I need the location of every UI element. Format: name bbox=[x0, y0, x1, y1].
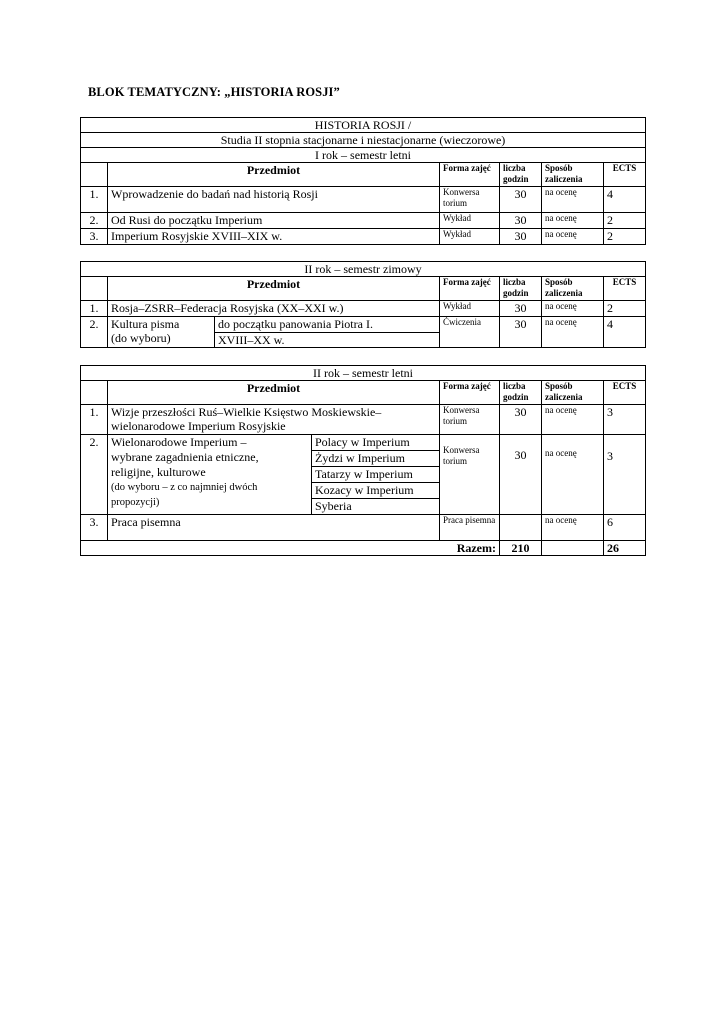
header-form: Forma zajęć bbox=[440, 381, 500, 405]
table-row bbox=[81, 187, 646, 213]
document-heading: BLOK TEMATYCZNY: „HISTORIA ROSJI” bbox=[88, 85, 340, 99]
header-hours: liczba godzin bbox=[500, 163, 542, 187]
table-row bbox=[81, 317, 646, 333]
semester-label: II rok – semestr zimowy bbox=[81, 262, 646, 277]
row-subject: Rosja–ZSRR–Federacja Rosyjska (XX–XXI w.) bbox=[108, 301, 440, 317]
semester-label: I rok – semestr letni bbox=[81, 148, 646, 163]
header-credit: Sposób zaliczenia bbox=[542, 381, 604, 405]
row-form: Wykład bbox=[440, 229, 500, 245]
table-year2-summer bbox=[80, 365, 646, 556]
row-subject bbox=[108, 405, 440, 435]
subject-line: wybrane zagadnienia etniczne, bbox=[111, 450, 259, 464]
subject-line: Wizje przeszłości Ruś–Wielkie Księstwo Moskiewskie– bbox=[111, 405, 382, 419]
row-subject: Imperium Rosyjskie XVIII–XIX w. bbox=[108, 229, 440, 245]
row-number: 2. bbox=[81, 435, 108, 515]
option-item: Polacy w Imperium bbox=[312, 435, 439, 451]
header-number bbox=[81, 277, 108, 301]
header-ects: ECTS bbox=[604, 381, 646, 405]
total-row bbox=[81, 541, 646, 556]
row-ects: 2 bbox=[604, 213, 646, 229]
header-subject: Przedmiot bbox=[108, 277, 440, 301]
row-subject: Wprowadzenie do badań nad historią Rosji bbox=[108, 187, 440, 213]
row-credit: na ocenę bbox=[542, 187, 604, 213]
table-row bbox=[81, 435, 646, 515]
row-form: Konwersa torium bbox=[440, 435, 500, 515]
table-year2-winter bbox=[80, 261, 646, 348]
option-item: XVIII–XX w. bbox=[215, 333, 440, 348]
row-hours: 30 bbox=[500, 213, 542, 229]
row-credit: na ocenę bbox=[542, 213, 604, 229]
row-subject: Praca pisemna bbox=[108, 515, 440, 541]
subject-line: wielonarodowe Imperium Rosyjskie bbox=[111, 419, 286, 433]
table-row bbox=[81, 405, 646, 435]
subject-line: (do wyboru) bbox=[111, 331, 171, 345]
table-row bbox=[81, 213, 646, 229]
table-subtitle: Studia II stopnia stacjonarne i niestacjonarne (wieczorowe) bbox=[81, 133, 646, 148]
row-credit: na ocenę bbox=[542, 229, 604, 245]
header-subject: Przedmiot bbox=[108, 381, 440, 405]
row-form: Konwersa torium bbox=[440, 405, 500, 435]
table-title: HISTORIA ROSJI / bbox=[81, 118, 646, 133]
option-item: do początku panowania Piotra I. bbox=[215, 317, 440, 333]
subject-line: Kultura pisma bbox=[111, 317, 180, 331]
row-hours: 30 bbox=[500, 301, 542, 317]
row-subject bbox=[108, 435, 312, 515]
total-label: Razem: bbox=[81, 541, 500, 556]
option-item: Syberia bbox=[315, 499, 352, 513]
header-credit: Sposób zaliczenia bbox=[542, 277, 604, 301]
total-hours: 210 bbox=[500, 541, 542, 556]
option-item: Kozacy w Imperium bbox=[312, 483, 439, 499]
row-ects: 6 bbox=[604, 515, 646, 541]
row-hours: 30 bbox=[500, 187, 542, 213]
table-year1-summer bbox=[80, 117, 646, 245]
row-credit: na ocenę bbox=[542, 515, 604, 541]
row-number: 3. bbox=[81, 515, 108, 541]
table-row bbox=[81, 301, 646, 317]
header-hours: liczba godzin bbox=[500, 381, 542, 405]
row-ects: 4 bbox=[604, 317, 646, 348]
subject-line: religijne, kulturowe bbox=[111, 465, 206, 479]
header-form: Forma zajęć bbox=[440, 277, 500, 301]
row-number: 1. bbox=[81, 301, 108, 317]
header-subject: Przedmiot bbox=[108, 163, 440, 187]
row-number: 1. bbox=[81, 187, 108, 213]
subject-note: (do wyboru – z co najmniej dwóch bbox=[111, 482, 258, 493]
options-list bbox=[312, 435, 440, 515]
row-subject: Od Rusi do początku Imperium bbox=[108, 213, 440, 229]
header-number bbox=[81, 381, 108, 405]
row-credit: na ocenę bbox=[542, 435, 604, 515]
row-ects: 3 bbox=[604, 405, 646, 435]
row-form: Konwersa torium bbox=[440, 187, 500, 213]
row-form: Wykład bbox=[440, 301, 500, 317]
row-credit: na ocenę bbox=[542, 301, 604, 317]
row-hours bbox=[500, 515, 542, 541]
option-item: Żydzi w Imperium bbox=[312, 451, 439, 467]
row-subject bbox=[108, 317, 215, 348]
header-ects: ECTS bbox=[604, 163, 646, 187]
row-hours: 30 bbox=[500, 229, 542, 245]
row-ects: 4 bbox=[604, 187, 646, 213]
table-row bbox=[81, 229, 646, 245]
header-form: Forma zajęć bbox=[440, 163, 500, 187]
row-form: Wykład bbox=[440, 213, 500, 229]
row-hours: 30 bbox=[500, 405, 542, 435]
row-hours: 30 bbox=[500, 317, 542, 348]
row-ects: 3 bbox=[604, 435, 646, 515]
total-empty bbox=[542, 541, 604, 556]
row-ects: 2 bbox=[604, 229, 646, 245]
header-number bbox=[81, 163, 108, 187]
row-credit: na ocenę bbox=[542, 405, 604, 435]
row-credit: na ocenę bbox=[542, 317, 604, 348]
row-ects: 2 bbox=[604, 301, 646, 317]
table-row bbox=[81, 515, 646, 541]
row-number: 2. bbox=[81, 317, 108, 348]
header-credit: Sposób zaliczenia bbox=[542, 163, 604, 187]
row-number: 2. bbox=[81, 213, 108, 229]
semester-label: II rok – semestr letni bbox=[81, 366, 646, 381]
row-hours: 30 bbox=[500, 435, 542, 515]
subject-line: Wielonarodowe Imperium – bbox=[111, 435, 247, 449]
total-ects: 26 bbox=[604, 541, 646, 556]
row-number: 3. bbox=[81, 229, 108, 245]
subject-note: propozycji) bbox=[111, 497, 160, 508]
row-number: 1. bbox=[81, 405, 108, 435]
header-ects: ECTS bbox=[604, 277, 646, 301]
row-form: Ćwiczenia bbox=[440, 317, 500, 348]
row-form: Praca pisemna bbox=[440, 515, 500, 541]
option-item: Tatarzy w Imperium bbox=[312, 467, 439, 483]
header-hours: liczba godzin bbox=[500, 277, 542, 301]
